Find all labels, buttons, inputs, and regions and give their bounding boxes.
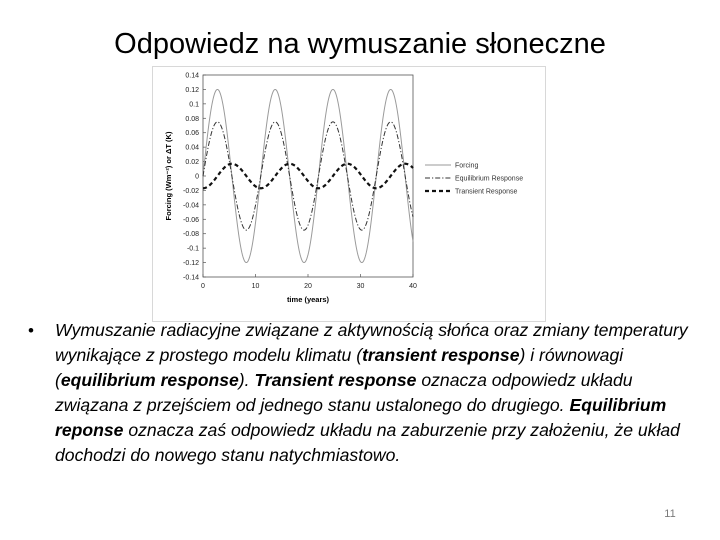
chart-legend [425, 163, 523, 196]
plot-border [203, 75, 413, 277]
y-tick-label: -0.08 [183, 231, 199, 239]
y-tick-label: 0.04 [185, 144, 199, 152]
series-lines [203, 89, 413, 262]
y-axis-label: Forcing (Wm⁻²) or ΔT (K) [164, 131, 173, 221]
y-tick-label: -0.06 [183, 216, 199, 224]
y-tick-label: 0.1 [189, 101, 199, 109]
y-tick-label: -0.14 [183, 274, 199, 282]
text-segment: ) i równowagi ( [55, 345, 624, 390]
bullet-symbol: • [28, 321, 34, 340]
text-segment: oznacza odpowiedz układu związana z przejściem od jednego stanu ustalonego do drugiego. [55, 370, 633, 415]
y-tick-label: 0.14 [185, 72, 199, 80]
text-segment: Wymuszanie radiacyjne związane z aktywnością słońca oraz zmiany temperatury wynikające z prostego modelu klimatu ( [55, 320, 688, 365]
text-segment: ). [238, 370, 255, 390]
bold-term: Transient response [254, 370, 417, 390]
series-line-forcing [203, 89, 413, 262]
chart-svg [153, 67, 545, 321]
x-tick-label: 30 [356, 283, 365, 290]
legend-label: Transient Response [455, 188, 518, 196]
slide-title: Odpowiedz na wymuszanie słoneczne [114, 28, 606, 60]
y-tick-label: -0.1 [186, 245, 199, 253]
series-line-equilibrium-response [203, 122, 413, 230]
y-tick-label: -0.12 [183, 260, 199, 268]
bold-term: equilibrium response [60, 370, 239, 390]
y-axis-ticks [183, 73, 206, 282]
bullet-text-block [28, 318, 694, 468]
legend-label: Equilibrium Response [455, 175, 524, 183]
page-number: 11 [664, 508, 676, 520]
y-tick-label: 0.02 [185, 159, 199, 167]
x-tick-label: 20 [304, 283, 312, 290]
y-tick-label: 0.12 [185, 86, 199, 94]
solar-forcing-chart [152, 66, 546, 322]
series-line-transient-response [203, 164, 413, 189]
y-tick-label: 0.06 [185, 130, 199, 138]
bold-term: transient response [362, 345, 520, 365]
x-axis-label: time (years) [286, 295, 330, 304]
y-tick-label: -0.04 [183, 202, 199, 210]
x-tick-label: 0 [201, 283, 205, 290]
y-tick-label: -0.02 [183, 187, 199, 195]
y-tick-label: 0 [195, 173, 199, 181]
x-axis-ticks [201, 274, 417, 290]
text-segment: oznacza zaś odpowiedz układu na zaburzenie przy założeniu, że układ dochodzi do nowego stanu natychmiastowo. [55, 420, 680, 465]
x-tick-label: 10 [251, 283, 260, 290]
y-tick-label: 0.08 [185, 115, 199, 123]
x-tick-label: 40 [409, 283, 417, 290]
bold-term: Equilibrium reponse [55, 395, 667, 440]
bullet-paragraph [55, 318, 694, 468]
plot-area [203, 75, 413, 277]
legend-label: Forcing [455, 162, 479, 170]
